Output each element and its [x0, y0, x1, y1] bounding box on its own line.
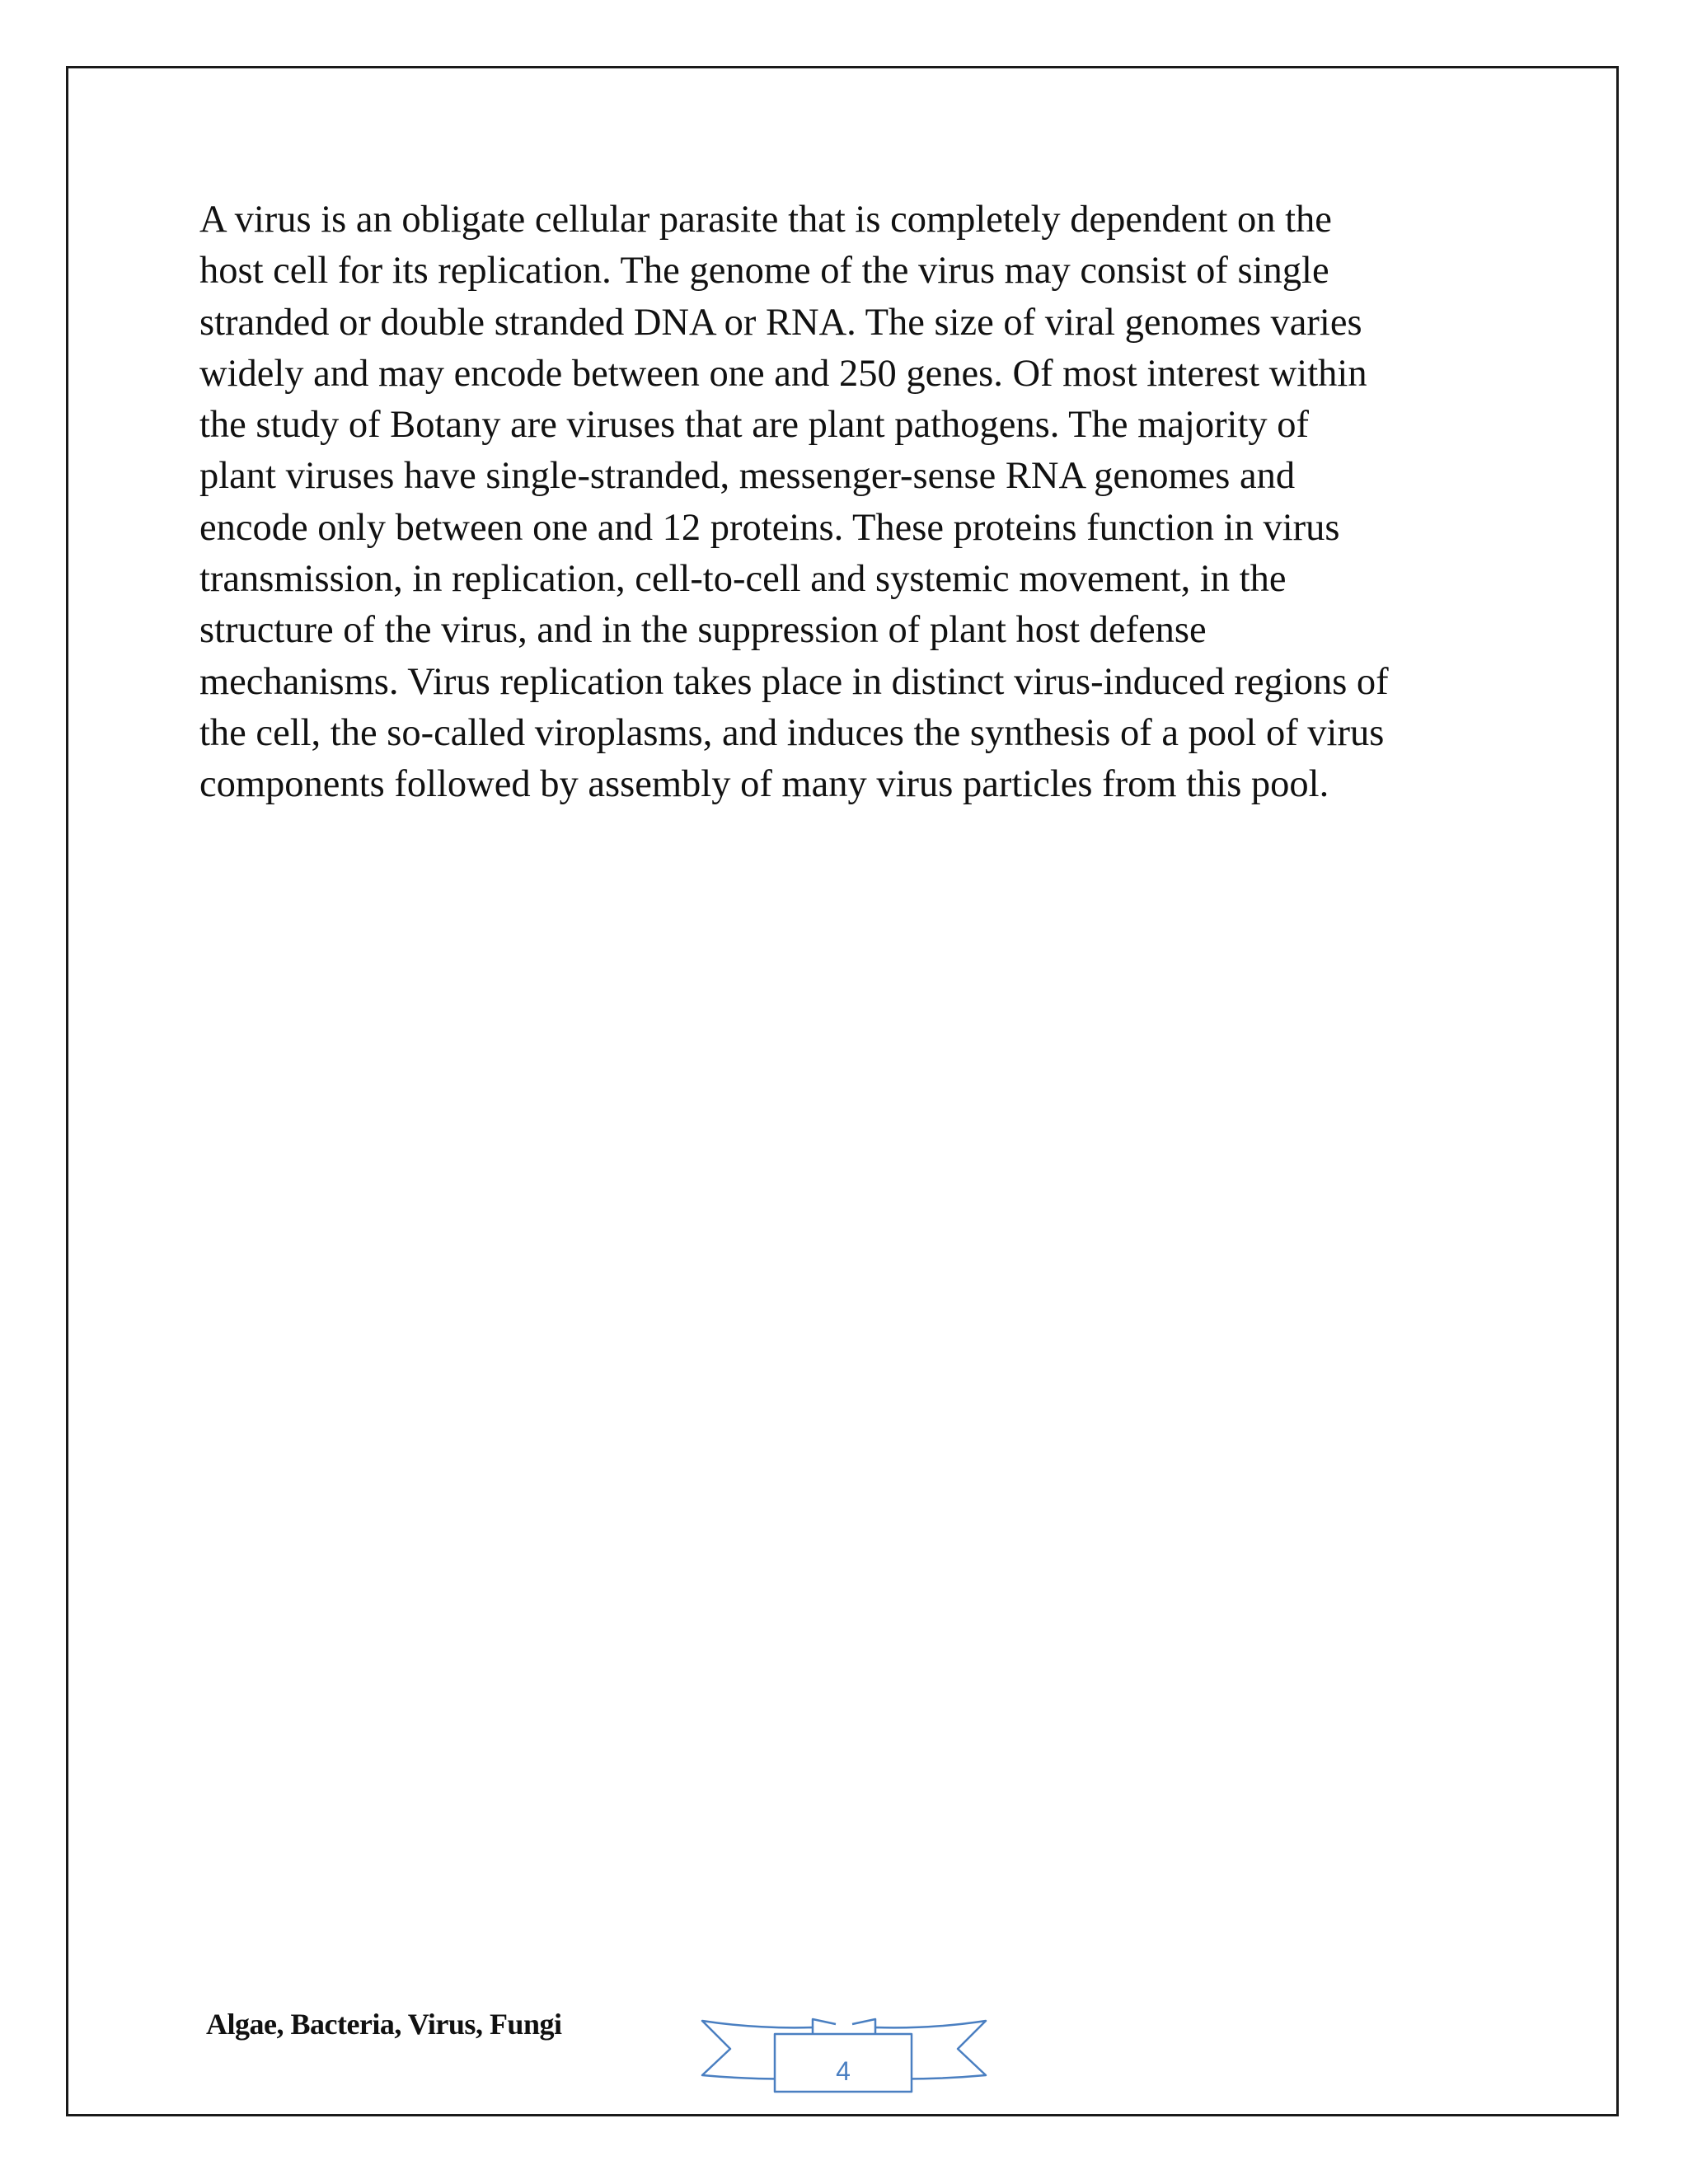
- paragraph-line: components followed by assembly of many virus particles from this pool.: [199, 763, 1329, 806]
- paragraph-line: the study of Botany are viruses that are plant pathogens. The majority of: [199, 404, 1310, 447]
- paragraph-line: host cell for its replication. The genome of the virus may consist of single: [199, 250, 1329, 293]
- paragraph-line: the cell, the so-called viroplasms, and induces the synthesis of a pool of virus: [199, 711, 1385, 754]
- paragraph-line: structure of the virus, and in the suppression of plant host defense: [199, 609, 1207, 652]
- page-number: 4: [836, 2056, 851, 2086]
- paragraph-line: stranded or double stranded DNA or RNA. The size of viral genomes varies: [199, 301, 1362, 344]
- paragraph-line: encode only between one and 12 proteins. These proteins function in virus: [199, 506, 1340, 549]
- footer-title: Algae, Bacteria, Virus, Fungi: [206, 2008, 562, 2041]
- paragraph-line: plant viruses have single-stranded, messenger-sense RNA genomes and: [199, 455, 1296, 498]
- paragraph-line: A virus is an obligate cellular parasite that is completely dependent on the: [199, 199, 1332, 241]
- paragraph-line: transmission, in replication, cell-to-cell and systemic movement, in the: [199, 558, 1287, 601]
- body-paragraph: [199, 194, 1518, 811]
- paragraph-line: mechanisms. Virus replication takes place in distinct virus-induced regions of: [199, 660, 1389, 703]
- paragraph-line: widely and may encode between one and 250 genes. Of most interest within: [199, 352, 1367, 395]
